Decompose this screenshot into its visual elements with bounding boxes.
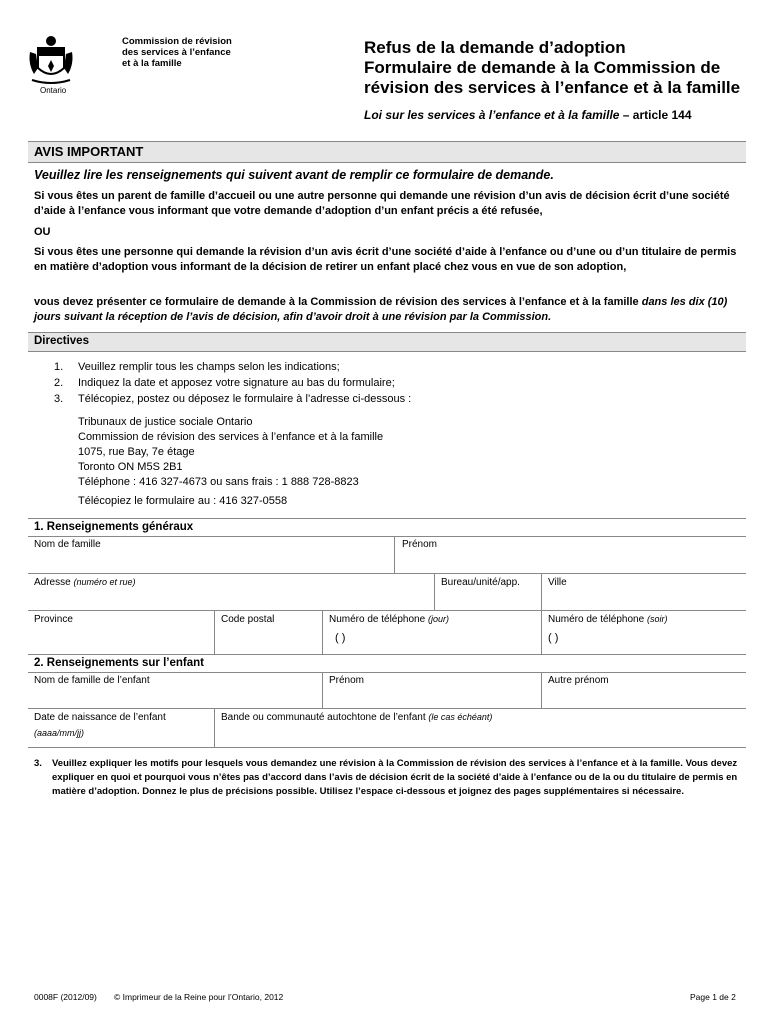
child-birthdate-field[interactable] (28, 709, 215, 748)
section-1-heading-bar (28, 518, 746, 537)
ontario-wordmark: Ontario (40, 86, 67, 95)
section-1-heading: 1. Renseignements généraux (34, 521, 194, 533)
address-line: Commission de révision des services à l’enfance et à la famille (78, 431, 384, 443)
step-number: 2. (54, 377, 64, 389)
section-3-number: 3. (34, 758, 42, 769)
reasons-textarea[interactable] (28, 820, 746, 980)
step-text: Indiquez la date et apposez votre signature au bas du formulaire; (78, 377, 395, 389)
directives-heading: Directives (34, 335, 89, 347)
fax-line: Télécopiez le formulaire au : 416 327-0558 (78, 495, 288, 507)
province-label: Province (34, 614, 73, 625)
day-phone-hint: (jour) (427, 614, 449, 624)
section-2-heading-bar (28, 654, 746, 673)
day-phone-field[interactable] (323, 611, 542, 655)
band-label: Bande ou communauté autochtone de l’enfant (221, 712, 426, 723)
city-field[interactable] (542, 574, 746, 611)
step-text: Télécopiez, postez ou déposez le formulaire à l’adresse ci-dessous : (78, 393, 412, 405)
child-info-grid (28, 672, 746, 748)
child-last-name-field[interactable] (28, 672, 323, 709)
child-other-name-field[interactable] (542, 672, 746, 709)
day-phone-area-code: ( ) (335, 632, 346, 644)
notice-paragraph-2: Si vous êtes une personne qui demande la révision d’un avis écrit d’une société d’aide à l’enfance ou d’une ou d’un titulaire de permis en matière d’adoption vous informant de la décision de retirer un enfant placé chez vous en vue de son adoption, (34, 246, 737, 273)
last-name-field[interactable] (28, 536, 395, 574)
address-line: Téléphone : 416 327-4673 ou sans frais : 1 888 728-8823 (78, 476, 359, 488)
evening-phone-area-code: ( ) (548, 632, 559, 644)
day-phone-label: Numéro de téléphone (329, 614, 426, 625)
important-notice-heading-bar (28, 141, 746, 163)
organization-name: Commission de révision des services à l’enfance et à la famille (122, 36, 232, 69)
step-text: Veuillez remplir tous les champs selon les indications; (78, 361, 340, 373)
evening-phone-hint: (soir) (646, 614, 668, 624)
address-line: 1075, rue Bay, 7e étage (78, 446, 195, 458)
notice-paragraph-3 (34, 295, 740, 325)
mailing-address (78, 415, 383, 509)
step-number: 1. (54, 361, 64, 373)
ontario-coat-of-arms-icon (28, 34, 74, 94)
evening-phone-field[interactable] (542, 611, 746, 655)
child-other-name-label: Autre prénom (548, 675, 609, 686)
section-3-question (34, 757, 740, 799)
address-label: Adresse (34, 577, 71, 588)
address-line: Toronto ON M5S 2B1 (78, 461, 183, 473)
first-name-field[interactable] (395, 536, 746, 574)
last-name-label: Nom de famille (34, 539, 101, 550)
notice-lead: Veuillez lire les renseignements qui suivent avant de remplir ce formulaire de demande. (34, 168, 554, 182)
directives-heading-bar (28, 332, 746, 352)
form-title: Refus de la demande d’adoption Formulaire de demande à la Commission de révision des services à l’enfance et à la famille (364, 38, 741, 97)
notice-deadline: dans les dix (10) jours suivant la réception de l’avis de décision, afin d’avoir droit à une révision par la Commission. (34, 296, 728, 323)
postal-code-label: Code postal (221, 614, 275, 625)
child-first-name-field[interactable] (323, 672, 542, 709)
birthdate-label: Date de naissance de l’enfant (34, 712, 166, 723)
copyright: © Imprimeur de la Reine pour l’Ontario, 2012 (114, 992, 284, 1002)
page-number: Page 1 de 2 (690, 992, 736, 1002)
child-last-name-label: Nom de famille de l’enfant (34, 675, 150, 686)
child-first-name-label: Prénom (329, 675, 365, 686)
section-2-heading: 2. Renseignements sur l’enfant (34, 657, 204, 669)
postal-code-field[interactable] (215, 611, 323, 655)
notice-or: OU (34, 226, 51, 238)
general-info-grid (28, 536, 746, 655)
section-3-text: Veuillez expliquer les motifs pour lesquels vous demandez une révision à la Commission de révision des services à l’enfance et à la famille. Vous devez expliquer en quoi et pourquoi vous n’êtes pas d’accord dans l’avis de décision écrit de la société d’aide à l’enfance ou de la ou du titulaire de permis en matière d’adoption. Donnez le plus de précisions possible. Utilisez l’espace ci-dessous et joignez des pages supplémentaires si nécessaire. (52, 758, 738, 797)
form-code: 0008F (2012/09) (34, 992, 97, 1002)
band-field[interactable] (215, 709, 746, 748)
band-hint: (le cas échéant) (428, 712, 493, 722)
notice-paragraph-1: Si vous êtes un parent de famille d’accueil ou une autre personne qui demande une révision d’un avis de décision écrit d’une société d’aide à l’enfance vous informant que votre demande d’adoption d’un enfant précis a été refusée, (34, 190, 730, 217)
city-label: Ville (548, 577, 567, 588)
step-number: 3. (54, 393, 64, 405)
law-article: – article 144 (619, 108, 692, 122)
important-notice-heading: AVIS IMPORTANT (34, 144, 144, 159)
address-hint: (numéro et rue) (73, 577, 136, 587)
notice-paragraph-3-text: vous devez présenter ce formulaire de demande à la Commission de révision des services à l’enfance et à la famille (34, 296, 639, 308)
address-field[interactable] (28, 574, 435, 611)
unit-label: Bureau/unité/app. (441, 577, 520, 588)
law-reference (364, 108, 692, 122)
address-line: Tribunaux de justice sociale Ontario (78, 416, 253, 428)
birthdate-hint: (aaaa/mm/jj) (34, 728, 85, 738)
first-name-label: Prénom (402, 539, 438, 550)
law-name: Loi sur les services à l’enfance et à la famille (364, 108, 620, 122)
evening-phone-label: Numéro de téléphone (548, 614, 645, 625)
province-field[interactable] (28, 611, 215, 655)
unit-field[interactable] (435, 574, 542, 611)
